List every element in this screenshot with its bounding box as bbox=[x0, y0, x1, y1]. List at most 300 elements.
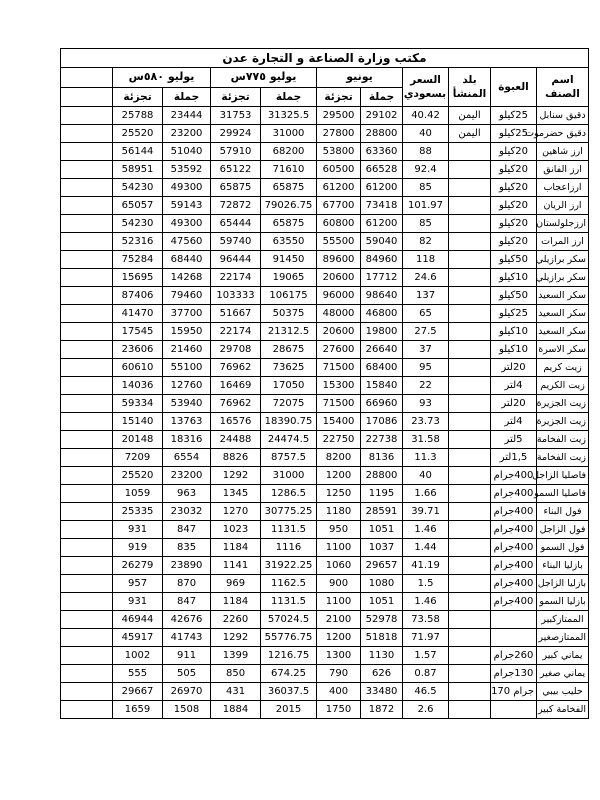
origin-cell bbox=[449, 611, 491, 629]
july580-wholesale-cell: 21460 bbox=[163, 341, 211, 359]
june-retail-cell: 1300 bbox=[317, 647, 361, 665]
june-retail-cell: 1100 bbox=[317, 539, 361, 557]
item-name-cell: الفخامة كبير bbox=[537, 701, 589, 719]
price-cell: 46.5 bbox=[403, 683, 449, 701]
table-row bbox=[61, 611, 589, 629]
item-name-cell: دقيق حضرموت bbox=[537, 125, 589, 143]
july775-wholesale-cell: 1116 bbox=[261, 539, 317, 557]
july580-wholesale-cell: 49300 bbox=[163, 179, 211, 197]
july580-retail-cell: 65057 bbox=[113, 197, 163, 215]
july580-wholesale-cell: 6554 bbox=[163, 449, 211, 467]
july580-retail-cell: 17545 bbox=[113, 323, 163, 341]
july775-retail-cell: 22174 bbox=[211, 323, 261, 341]
package-cell: 400جرام bbox=[491, 503, 537, 521]
blank-cell bbox=[61, 359, 113, 377]
header-june-wholesale: جملة bbox=[361, 87, 403, 107]
package-cell: 10كيلو bbox=[491, 341, 537, 359]
june-retail-cell: 22750 bbox=[317, 431, 361, 449]
june-wholesale-cell: 61200 bbox=[361, 179, 403, 197]
package-cell: 20كيلو bbox=[491, 161, 537, 179]
package-cell: 10كيلو bbox=[491, 269, 537, 287]
package-cell: 25كيلو bbox=[491, 125, 537, 143]
price-cell: 88 bbox=[403, 143, 449, 161]
table-body bbox=[61, 107, 589, 719]
june-wholesale-cell: 68400 bbox=[361, 359, 403, 377]
table-row bbox=[61, 521, 589, 539]
june-wholesale-cell: 1051 bbox=[361, 593, 403, 611]
june-retail-cell: 29500 bbox=[317, 107, 361, 125]
june-retail-cell: 48000 bbox=[317, 305, 361, 323]
july580-retail-cell: 20148 bbox=[113, 431, 163, 449]
blank-cell bbox=[61, 251, 113, 269]
july775-retail-cell: 969 bbox=[211, 575, 261, 593]
blank-cell bbox=[61, 467, 113, 485]
origin-cell bbox=[449, 143, 491, 161]
header-blank-2 bbox=[61, 87, 113, 107]
origin-cell bbox=[449, 539, 491, 557]
item-name-cell: ارزجلولستان bbox=[537, 215, 589, 233]
july775-wholesale-cell: 674.25 bbox=[261, 665, 317, 683]
origin-cell bbox=[449, 197, 491, 215]
blank-cell bbox=[61, 683, 113, 701]
july580-retail-cell: 1059 bbox=[113, 485, 163, 503]
price-cell: 95 bbox=[403, 359, 449, 377]
blank-cell bbox=[61, 449, 113, 467]
blank-cell bbox=[61, 593, 113, 611]
june-retail-cell: 53800 bbox=[317, 143, 361, 161]
origin-cell bbox=[449, 467, 491, 485]
july580-retail-cell: 25520 bbox=[113, 125, 163, 143]
july580-retail-cell: 7209 bbox=[113, 449, 163, 467]
package-cell: 400جرام bbox=[491, 467, 537, 485]
july775-wholesale-cell: 79026.75 bbox=[261, 197, 317, 215]
july580-wholesale-cell: 911 bbox=[163, 647, 211, 665]
july580-wholesale-cell: 51040 bbox=[163, 143, 211, 161]
package-cell bbox=[491, 701, 537, 719]
july775-retail-cell: 1184 bbox=[211, 539, 261, 557]
item-name-cell: الممتازصغير bbox=[537, 629, 589, 647]
blank-cell bbox=[61, 503, 113, 521]
blank-cell bbox=[61, 629, 113, 647]
package-cell: 10كيلو bbox=[491, 323, 537, 341]
july580-wholesale-cell: 18316 bbox=[163, 431, 211, 449]
origin-cell bbox=[449, 215, 491, 233]
table-row bbox=[61, 215, 589, 233]
blank-cell bbox=[61, 125, 113, 143]
item-name-cell: فول السمو bbox=[537, 539, 589, 557]
july580-wholesale-cell: 13763 bbox=[163, 413, 211, 431]
july580-wholesale-cell: 68440 bbox=[163, 251, 211, 269]
item-name-cell: فاصليا الزاجل bbox=[537, 467, 589, 485]
july775-retail-cell: 76962 bbox=[211, 359, 261, 377]
july580-wholesale-cell: 49300 bbox=[163, 215, 211, 233]
july775-retail-cell: 1270 bbox=[211, 503, 261, 521]
origin-cell bbox=[449, 179, 491, 197]
origin-cell bbox=[449, 665, 491, 683]
june-retail-cell: 400 bbox=[317, 683, 361, 701]
july580-wholesale-cell: 14268 bbox=[163, 269, 211, 287]
july775-retail-cell: 1184 bbox=[211, 593, 261, 611]
july775-wholesale-cell: 1131.5 bbox=[261, 521, 317, 539]
package-cell: 20لتر bbox=[491, 359, 537, 377]
june-retail-cell: 61200 bbox=[317, 179, 361, 197]
june-retail-cell: 900 bbox=[317, 575, 361, 593]
july775-retail-cell: 72872 bbox=[211, 197, 261, 215]
blank-cell bbox=[61, 161, 113, 179]
package-cell: 1,5لتر bbox=[491, 449, 537, 467]
blank-cell bbox=[61, 413, 113, 431]
price-cell: 85 bbox=[403, 179, 449, 197]
item-name-cell: بازليا السمو bbox=[537, 593, 589, 611]
july580-wholesale-cell: 23890 bbox=[163, 557, 211, 575]
july580-retail-cell: 54230 bbox=[113, 179, 163, 197]
july580-wholesale-cell: 23444 bbox=[163, 107, 211, 125]
package-cell: 400جرام bbox=[491, 557, 537, 575]
header-july580-retail: تجزئة bbox=[113, 87, 163, 107]
package-cell: 50كيلو bbox=[491, 287, 537, 305]
july775-wholesale-cell: 19065 bbox=[261, 269, 317, 287]
price-cell: 1.44 bbox=[403, 539, 449, 557]
june-wholesale-cell: 1037 bbox=[361, 539, 403, 557]
package-cell: 5لتر bbox=[491, 431, 537, 449]
origin-cell bbox=[449, 413, 491, 431]
june-wholesale-cell: 33480 bbox=[361, 683, 403, 701]
june-wholesale-cell: 626 bbox=[361, 665, 403, 683]
june-wholesale-cell: 52978 bbox=[361, 611, 403, 629]
july775-wholesale-cell: 31922.25 bbox=[261, 557, 317, 575]
june-wholesale-cell: 1195 bbox=[361, 485, 403, 503]
item-name-cell: زيت الفخامة bbox=[537, 431, 589, 449]
july775-retail-cell: 57910 bbox=[211, 143, 261, 161]
june-retail-cell: 15400 bbox=[317, 413, 361, 431]
july580-retail-cell: 29667 bbox=[113, 683, 163, 701]
july580-retail-cell: 45917 bbox=[113, 629, 163, 647]
price-cell: 92.4 bbox=[403, 161, 449, 179]
july775-retail-cell: 2260 bbox=[211, 611, 261, 629]
table-row bbox=[61, 557, 589, 575]
blank-cell bbox=[61, 269, 113, 287]
price-cell: 27.5 bbox=[403, 323, 449, 341]
june-retail-cell: 55500 bbox=[317, 233, 361, 251]
item-name-cell: ارزاعجاب bbox=[537, 179, 589, 197]
july580-wholesale-cell: 847 bbox=[163, 521, 211, 539]
june-retail-cell: 1750 bbox=[317, 701, 361, 719]
table-row bbox=[61, 323, 589, 341]
table-row bbox=[61, 107, 589, 125]
header-july775-retail: تجزئة bbox=[211, 87, 261, 107]
item-name-cell: سكر برازيلي bbox=[537, 269, 589, 287]
july580-retail-cell: 75284 bbox=[113, 251, 163, 269]
package-cell: 20كيلو bbox=[491, 197, 537, 215]
july775-retail-cell: 16576 bbox=[211, 413, 261, 431]
july775-wholesale-cell: 91450 bbox=[261, 251, 317, 269]
blank-cell bbox=[61, 377, 113, 395]
july580-retail-cell: 15140 bbox=[113, 413, 163, 431]
june-retail-cell: 71500 bbox=[317, 359, 361, 377]
blank-cell bbox=[61, 215, 113, 233]
july580-wholesale-cell: 505 bbox=[163, 665, 211, 683]
price-cell: 1.5 bbox=[403, 575, 449, 593]
origin-cell bbox=[449, 359, 491, 377]
july580-wholesale-cell: 37700 bbox=[163, 305, 211, 323]
origin-cell bbox=[449, 377, 491, 395]
price-cell: 1.66 bbox=[403, 485, 449, 503]
july775-wholesale-cell: 31325.5 bbox=[261, 107, 317, 125]
july580-wholesale-cell: 41743 bbox=[163, 629, 211, 647]
june-retail-cell: 20600 bbox=[317, 323, 361, 341]
item-name-cell: سكر الاسرة bbox=[537, 341, 589, 359]
item-name-cell: ارز الريان bbox=[537, 197, 589, 215]
july775-wholesale-cell: 55776.75 bbox=[261, 629, 317, 647]
june-retail-cell: 67700 bbox=[317, 197, 361, 215]
package-cell: 400جرام bbox=[491, 521, 537, 539]
price-cell: 37 bbox=[403, 341, 449, 359]
july580-retail-cell: 60610 bbox=[113, 359, 163, 377]
june-retail-cell: 2100 bbox=[317, 611, 361, 629]
june-wholesale-cell: 29102 bbox=[361, 107, 403, 125]
july580-retail-cell: 59334 bbox=[113, 395, 163, 413]
june-retail-cell: 1100 bbox=[317, 593, 361, 611]
july775-retail-cell: 850 bbox=[211, 665, 261, 683]
header-origin: بلد المنشأ bbox=[449, 68, 491, 107]
july580-retail-cell: 555 bbox=[113, 665, 163, 683]
table-row bbox=[61, 449, 589, 467]
price-cell: 11.3 bbox=[403, 449, 449, 467]
july775-wholesale-cell: 1162.5 bbox=[261, 575, 317, 593]
header-june: يونيو bbox=[317, 68, 403, 88]
blank-cell bbox=[61, 179, 113, 197]
blank-cell bbox=[61, 665, 113, 683]
item-name-cell: زيت كريم bbox=[537, 359, 589, 377]
june-retail-cell: 15300 bbox=[317, 377, 361, 395]
june-wholesale-cell: 51818 bbox=[361, 629, 403, 647]
june-wholesale-cell: 1872 bbox=[361, 701, 403, 719]
july775-retail-cell: 65122 bbox=[211, 161, 261, 179]
item-name-cell: زيت الفخامة bbox=[537, 449, 589, 467]
july775-wholesale-cell: 18390.75 bbox=[261, 413, 317, 431]
price-cell: 39.71 bbox=[403, 503, 449, 521]
july580-wholesale-cell: 47560 bbox=[163, 233, 211, 251]
origin-cell bbox=[449, 575, 491, 593]
july580-retail-cell: 52316 bbox=[113, 233, 163, 251]
july775-retail-cell: 29708 bbox=[211, 341, 261, 359]
table-row bbox=[61, 341, 589, 359]
july580-wholesale-cell: 23200 bbox=[163, 125, 211, 143]
july775-wholesale-cell: 31000 bbox=[261, 467, 317, 485]
price-cell: 73.58 bbox=[403, 611, 449, 629]
table-row bbox=[61, 467, 589, 485]
blank-cell bbox=[61, 611, 113, 629]
table-row bbox=[61, 683, 589, 701]
july580-retail-cell: 957 bbox=[113, 575, 163, 593]
july775-wholesale-cell: 71610 bbox=[261, 161, 317, 179]
july775-retail-cell: 22174 bbox=[211, 269, 261, 287]
july775-wholesale-cell: 57024.5 bbox=[261, 611, 317, 629]
june-wholesale-cell: 1051 bbox=[361, 521, 403, 539]
june-retail-cell: 1200 bbox=[317, 467, 361, 485]
june-retail-cell: 1250 bbox=[317, 485, 361, 503]
july775-retail-cell: 24488 bbox=[211, 431, 261, 449]
july580-wholesale-cell: 55100 bbox=[163, 359, 211, 377]
origin-cell bbox=[449, 287, 491, 305]
header-item-name: اسم الصنف bbox=[537, 68, 589, 107]
header-july775-wholesale: جملة bbox=[261, 87, 317, 107]
blank-cell bbox=[61, 341, 113, 359]
item-name-cell: حليب بيبي bbox=[537, 683, 589, 701]
june-retail-cell: 60500 bbox=[317, 161, 361, 179]
header-july-775: يوليو ٧٧٥س bbox=[211, 68, 317, 88]
origin-cell bbox=[449, 593, 491, 611]
header-july580-wholesale: جملة bbox=[163, 87, 211, 107]
july580-wholesale-cell: 15950 bbox=[163, 323, 211, 341]
package-cell: 20كيلو bbox=[491, 179, 537, 197]
blank-cell bbox=[61, 575, 113, 593]
table-row bbox=[61, 125, 589, 143]
july775-wholesale-cell: 65875 bbox=[261, 215, 317, 233]
table-row bbox=[61, 593, 589, 611]
june-wholesale-cell: 28800 bbox=[361, 125, 403, 143]
table-row bbox=[61, 575, 589, 593]
july775-retail-cell: 431 bbox=[211, 683, 261, 701]
origin-cell bbox=[449, 161, 491, 179]
item-name-cell: سكر السعيد bbox=[537, 305, 589, 323]
item-name-cell: سكر برازيلي bbox=[537, 251, 589, 269]
july775-wholesale-cell: 73625 bbox=[261, 359, 317, 377]
package-cell: 25كيلو bbox=[491, 305, 537, 323]
june-wholesale-cell: 46800 bbox=[361, 305, 403, 323]
price-cell: 85 bbox=[403, 215, 449, 233]
blank-cell bbox=[61, 521, 113, 539]
june-wholesale-cell: 29657 bbox=[361, 557, 403, 575]
package-cell: 400جرام bbox=[491, 575, 537, 593]
item-name-cell: زيت الجزيرة bbox=[537, 413, 589, 431]
july775-wholesale-cell: 1216.75 bbox=[261, 647, 317, 665]
header-june-retail: تجزئة bbox=[317, 87, 361, 107]
july580-retail-cell: 25788 bbox=[113, 107, 163, 125]
price-table bbox=[60, 48, 589, 719]
origin-cell bbox=[449, 323, 491, 341]
july775-retail-cell: 59740 bbox=[211, 233, 261, 251]
blank-cell bbox=[61, 233, 113, 251]
july775-retail-cell: 1292 bbox=[211, 629, 261, 647]
july775-wholesale-cell: 63550 bbox=[261, 233, 317, 251]
july775-retail-cell: 31753 bbox=[211, 107, 261, 125]
table-row bbox=[61, 197, 589, 215]
origin-cell bbox=[449, 557, 491, 575]
table-row bbox=[61, 269, 589, 287]
july775-wholesale-cell: 28675 bbox=[261, 341, 317, 359]
june-wholesale-cell: 84960 bbox=[361, 251, 403, 269]
item-name-cell: ارز المرات bbox=[537, 233, 589, 251]
july580-retail-cell: 56144 bbox=[113, 143, 163, 161]
july775-retail-cell: 103333 bbox=[211, 287, 261, 305]
table-row bbox=[61, 287, 589, 305]
july775-wholesale-cell: 65875 bbox=[261, 179, 317, 197]
origin-cell bbox=[449, 395, 491, 413]
july775-retail-cell: 65444 bbox=[211, 215, 261, 233]
package-cell: 20كيلو bbox=[491, 233, 537, 251]
july775-retail-cell: 1292 bbox=[211, 467, 261, 485]
item-name-cell: فاصليا السمو bbox=[537, 485, 589, 503]
header-package: العبوة bbox=[491, 68, 537, 107]
price-cell: 41.19 bbox=[403, 557, 449, 575]
item-name-cell: دقيق سنابل bbox=[537, 107, 589, 125]
package-cell: جرام 170 bbox=[491, 683, 537, 701]
june-wholesale-cell: 66960 bbox=[361, 395, 403, 413]
july580-retail-cell: 1659 bbox=[113, 701, 163, 719]
july775-wholesale-cell: 50375 bbox=[261, 305, 317, 323]
june-wholesale-cell: 73418 bbox=[361, 197, 403, 215]
july580-wholesale-cell: 59143 bbox=[163, 197, 211, 215]
price-cell: 40.42 bbox=[403, 107, 449, 125]
june-wholesale-cell: 19800 bbox=[361, 323, 403, 341]
june-retail-cell: 96000 bbox=[317, 287, 361, 305]
june-retail-cell: 60800 bbox=[317, 215, 361, 233]
package-cell bbox=[491, 629, 537, 647]
june-wholesale-cell: 1130 bbox=[361, 647, 403, 665]
origin-cell bbox=[449, 647, 491, 665]
blank-cell bbox=[61, 287, 113, 305]
origin-cell: اليمن bbox=[449, 107, 491, 125]
july580-wholesale-cell: 1508 bbox=[163, 701, 211, 719]
blank-cell bbox=[61, 557, 113, 575]
july580-wholesale-cell: 870 bbox=[163, 575, 211, 593]
table-row bbox=[61, 377, 589, 395]
june-wholesale-cell: 15840 bbox=[361, 377, 403, 395]
july580-wholesale-cell: 42676 bbox=[163, 611, 211, 629]
july775-retail-cell: 1399 bbox=[211, 647, 261, 665]
june-retail-cell: 27800 bbox=[317, 125, 361, 143]
july580-retail-cell: 87406 bbox=[113, 287, 163, 305]
june-retail-cell: 1200 bbox=[317, 629, 361, 647]
july580-wholesale-cell: 53940 bbox=[163, 395, 211, 413]
july580-retail-cell: 26279 bbox=[113, 557, 163, 575]
july775-wholesale-cell: 72075 bbox=[261, 395, 317, 413]
july580-retail-cell: 23606 bbox=[113, 341, 163, 359]
july580-wholesale-cell: 847 bbox=[163, 593, 211, 611]
origin-cell bbox=[449, 269, 491, 287]
price-cell: 1.46 bbox=[403, 593, 449, 611]
july775-wholesale-cell: 8757.5 bbox=[261, 449, 317, 467]
july775-retail-cell: 1345 bbox=[211, 485, 261, 503]
july775-retail-cell: 16469 bbox=[211, 377, 261, 395]
table-row bbox=[61, 413, 589, 431]
june-retail-cell: 1180 bbox=[317, 503, 361, 521]
july775-retail-cell: 65875 bbox=[211, 179, 261, 197]
july580-retail-cell: 41470 bbox=[113, 305, 163, 323]
july775-wholesale-cell: 30775.25 bbox=[261, 503, 317, 521]
june-retail-cell: 71500 bbox=[317, 395, 361, 413]
package-cell: 4لتر bbox=[491, 377, 537, 395]
origin-cell bbox=[449, 449, 491, 467]
july580-retail-cell: 46944 bbox=[113, 611, 163, 629]
july775-wholesale-cell: 2015 bbox=[261, 701, 317, 719]
package-cell: 50كيلو bbox=[491, 251, 537, 269]
july580-retail-cell: 931 bbox=[113, 593, 163, 611]
package-cell: 20كيلو bbox=[491, 143, 537, 161]
price-cell: 31.58 bbox=[403, 431, 449, 449]
item-name-cell: بازليا البناء bbox=[537, 557, 589, 575]
july775-retail-cell: 96444 bbox=[211, 251, 261, 269]
origin-cell bbox=[449, 341, 491, 359]
blank-cell bbox=[61, 647, 113, 665]
july580-retail-cell: 1002 bbox=[113, 647, 163, 665]
june-wholesale-cell: 17086 bbox=[361, 413, 403, 431]
july580-wholesale-cell: 23032 bbox=[163, 503, 211, 521]
july580-wholesale-cell: 963 bbox=[163, 485, 211, 503]
july775-wholesale-cell: 1286.5 bbox=[261, 485, 317, 503]
blank-cell bbox=[61, 395, 113, 413]
